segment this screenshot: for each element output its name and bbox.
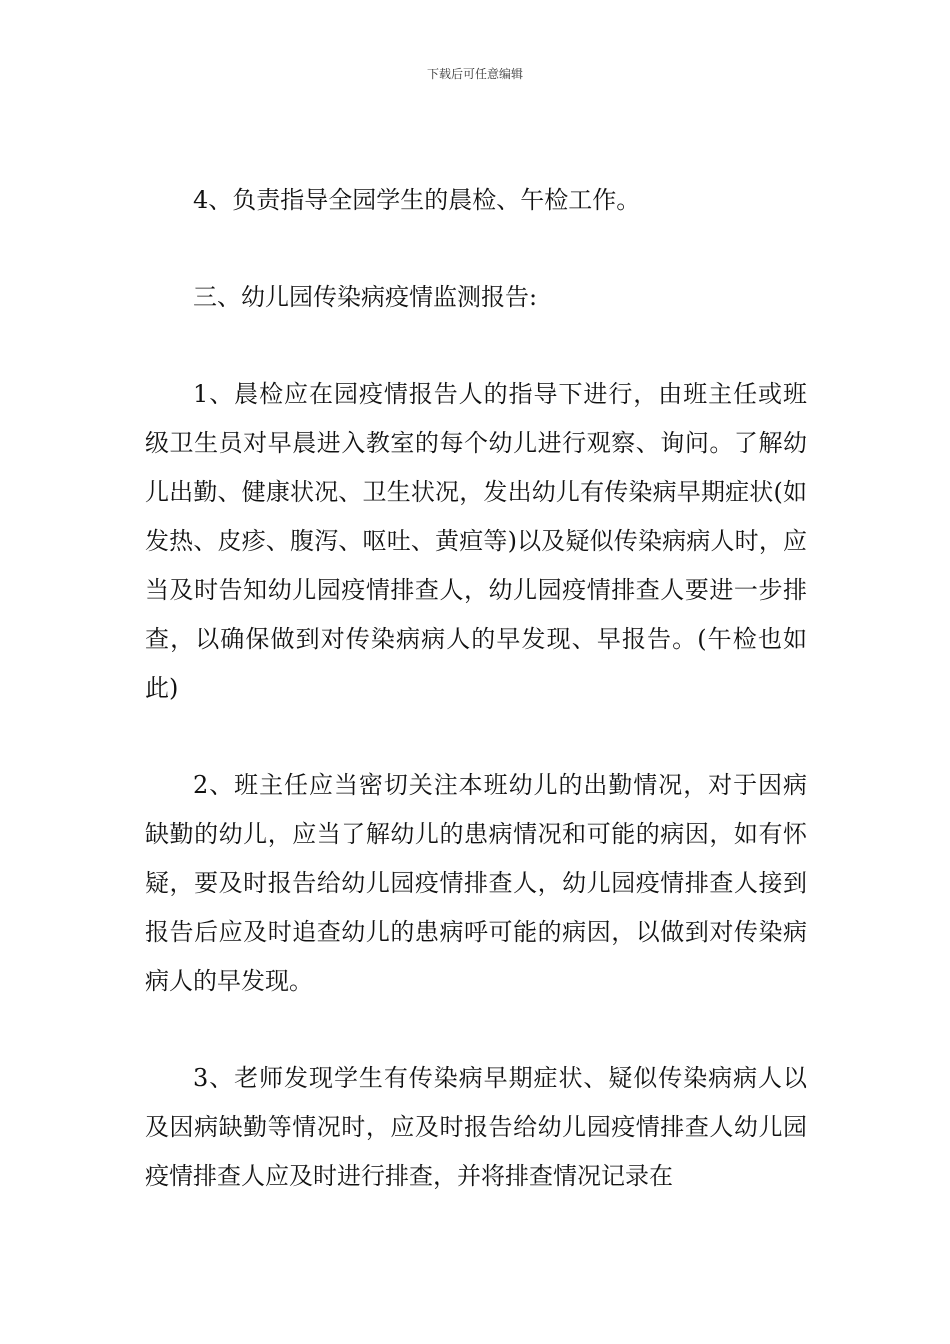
paragraph-item-2: 2、班主任应当密切关注本班幼儿的出勤情况，对于因病缺勤的幼儿，应当了解幼儿的患病情况和可能的病因，如有怀疑，要及时报告给幼儿园疫情排查人，幼儿园疫情排查人接到报告后应及时追查幼儿的患病呼可能的病因，以做到对传染病病人的早发现。 — [145, 771, 807, 995]
paragraph-item-1: 1、晨检应在园疫情报告人的指导下进行，由班主任或班级卫生员对早晨进入教室的每个幼儿进行观察、询问。了解幼儿出勤、健康状况、卫生状况，发出幼儿有传染病早期症状(如发热、皮疹、腹泻、呕吐、黄疸等)以及疑似传染病病人时，应当及时告知幼儿园疫情排查人，幼儿园疫情排查人要进一步排查，以确保做到对传染病病人的早发现、早报告。(午检也如此) — [145, 380, 807, 702]
paragraph-duty-4: 4、负责指导全园学生的晨检、午检工作。 — [193, 186, 641, 214]
paragraph-item-3: 3、老师发现学生有传染病早期症状、疑似传染病病人以及因病缺勤等情况时，应及时报告给幼儿园疫情排查人幼儿园疫情排查人应及时进行排查，并将排查情况记录在 — [145, 1064, 807, 1190]
section-heading-3: 三、幼儿园传染病疫情监测报告: — [193, 283, 538, 311]
document-body — [145, 176, 807, 1201]
header-note: 下载后可任意编辑 — [426, 67, 523, 81]
